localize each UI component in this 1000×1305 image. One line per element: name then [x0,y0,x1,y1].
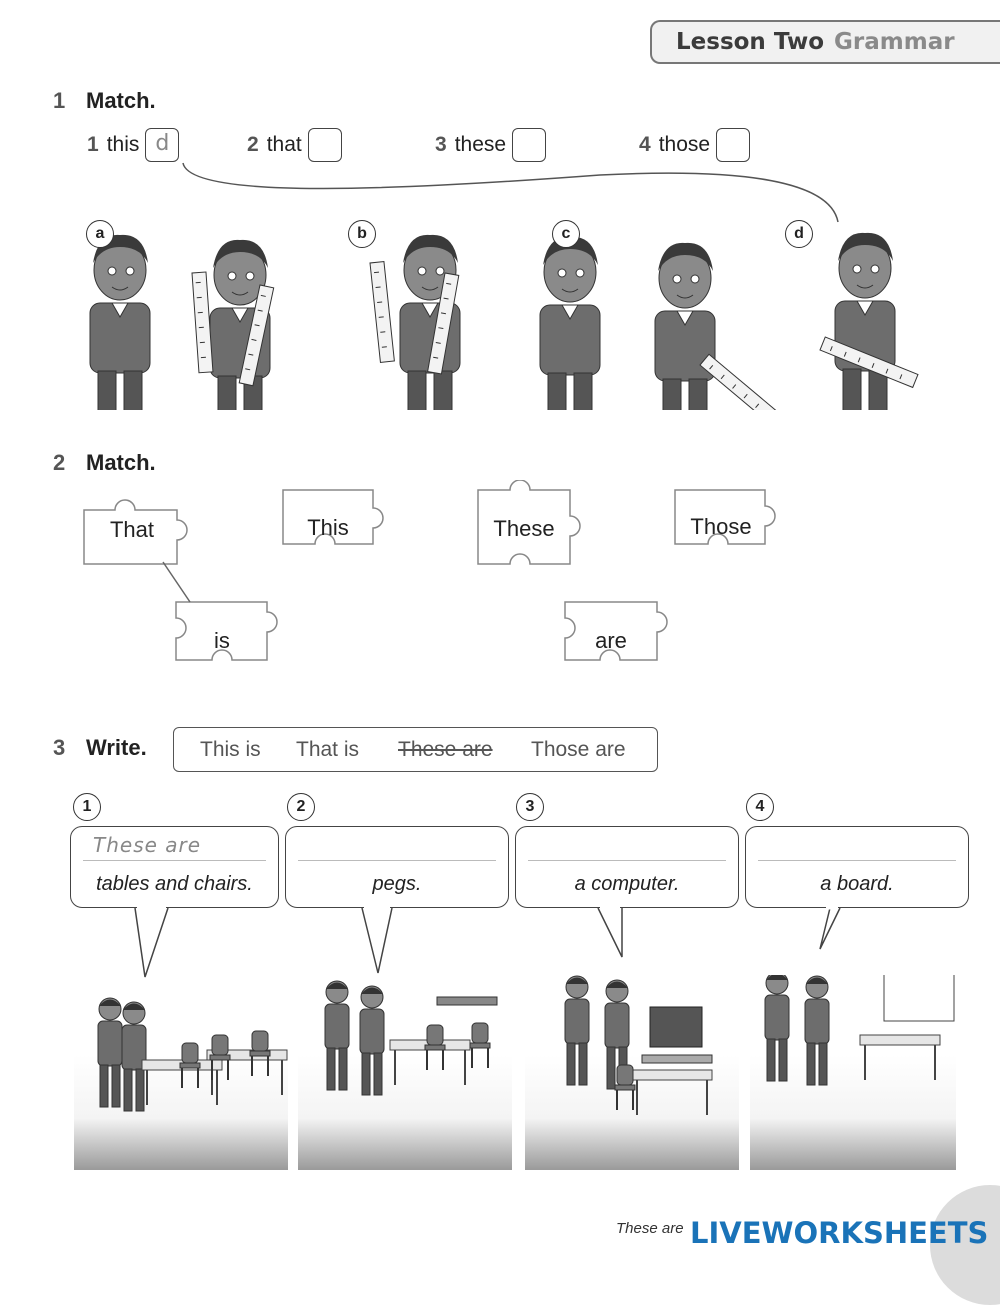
puzzle-word-is[interactable]: is [214,628,230,653]
write-answer-1[interactable]: These are [93,833,202,857]
speech-bubble-3 [515,826,739,908]
answer-box-1[interactable]: d [145,128,179,162]
write-line [83,860,266,861]
word-bank-item: This is [200,738,261,761]
word-bank-item: Those are [531,738,626,761]
speech-bubble-2 [285,826,509,908]
bubble-phrase-3: a computer. [574,873,680,895]
liveworksheets-logo: LIVEWORKSHEETS [690,1216,989,1250]
match-item-word: these [454,133,507,156]
section-3-title: Write. [86,735,147,760]
example-puzzle-line [163,562,190,602]
picture-label-a: a [86,220,114,248]
write-line [758,860,956,861]
speech-bubble-4 [745,826,969,908]
lesson-topic: Grammar [834,29,955,55]
match-item-number: 2 [247,133,259,156]
exercise-number-3: 3 [516,793,544,821]
puzzle-word-these[interactable]: These [493,516,555,541]
puzzle-pieces [0,480,1000,685]
footer-text: These are [616,1220,684,1237]
match-item-word: this [106,133,140,156]
match-item-word: those [658,133,711,156]
section-2-number: 2 [53,450,66,475]
write-line [298,860,496,861]
classroom-scenes [72,975,962,1173]
match-item-number: 3 [435,133,447,156]
exercise-number-1: 1 [73,793,101,821]
puzzle-word-that[interactable]: That [109,517,155,542]
example-match-line [0,0,1000,240]
section-1-number: 1 [53,88,66,113]
puzzle-word-are[interactable]: are [595,628,627,653]
picture-label-d: d [785,220,813,248]
match-item-number: 4 [639,133,651,156]
section-1-illustrations [80,215,960,410]
word-bank-item: That is [296,738,360,761]
word-bank-item-used: These are [398,738,493,761]
bubble-phrase-1: tables and chairs. [96,873,253,895]
section-1-title: Match. [86,88,156,113]
lesson-label: Lesson Two [676,29,825,55]
section-3-number: 3 [53,735,66,760]
bubble-phrase-2: pegs. [372,873,422,895]
exercise-number-4: 4 [746,793,774,821]
puzzle-word-this[interactable]: This [307,515,349,540]
bubble-tails [0,905,1000,980]
write-line [528,860,726,861]
match-item-word: that [266,133,302,156]
picture-label-c: c [552,220,580,248]
bubble-phrase-4: a board. [820,873,894,895]
speech-bubble-1 [70,826,279,908]
exercise-number-2: 2 [287,793,315,821]
match-item-number: 1 [87,133,99,156]
word-bank [173,727,658,772]
picture-label-b: b [348,220,376,248]
section-2-title: Match. [86,450,156,475]
puzzle-word-those[interactable]: Those [690,514,752,539]
